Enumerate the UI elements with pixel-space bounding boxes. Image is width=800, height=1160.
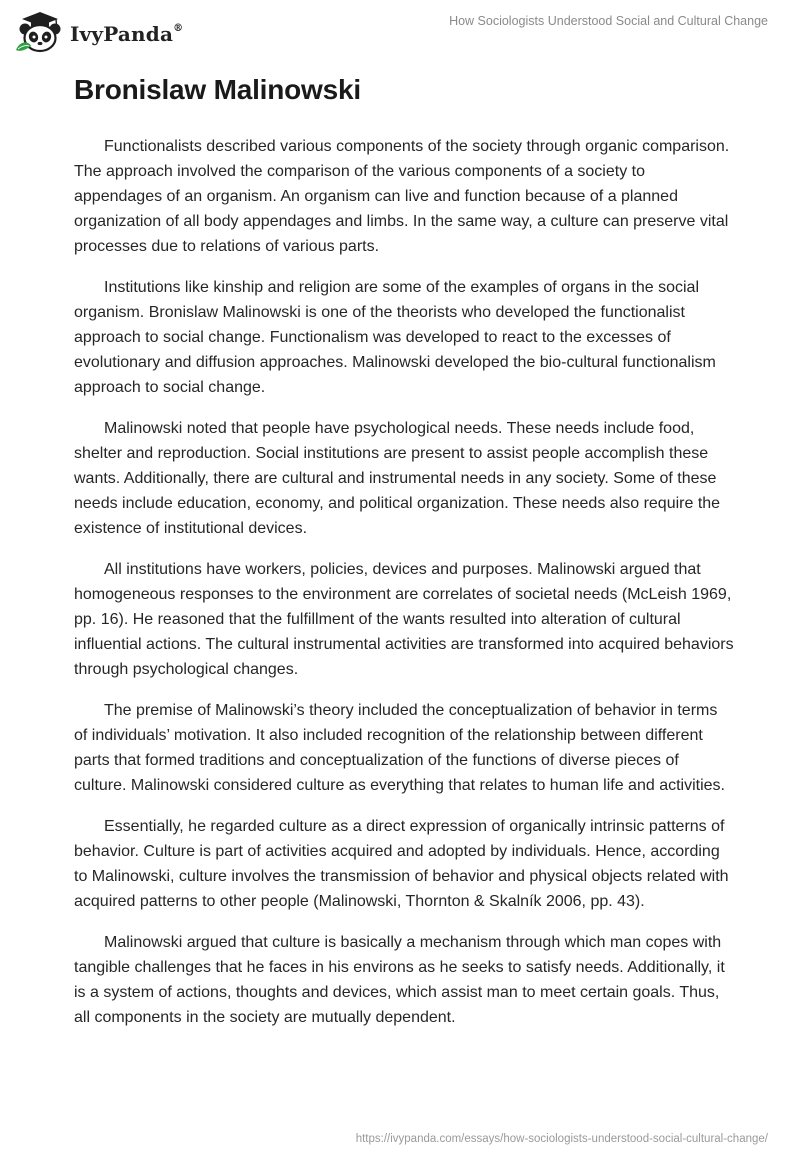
registered-mark: ® — [173, 23, 184, 35]
paragraph: Institutions like kinship and religion are some of the examples of organs in the social organism. Bronislaw Malinowski is one of the theorists who developed the functionalist approach to social change. Functionalism was developed to react to the excesses of evolutionary and diffusion approaches. Malinowski developed the bio-cultural functionalism approach to social change. — [74, 279, 716, 396]
brand-name — [70, 22, 183, 46]
paragraph: Malinowski noted that people have psychological needs. These needs include food, shelter and reproduction. Social institutions are present to assist people accomplish these wants. Additionally, there are cultural and instrumental needs in any society. Some of these needs include education, economy, and political organization. These needs also require the existence of institutional devices. — [74, 420, 721, 537]
running-title: How Sociologists Understood Social and Cultural Change — [449, 14, 768, 28]
ivypanda-logo[interactable] — [14, 10, 183, 54]
page-title: Bronislaw Malinowski — [74, 74, 361, 105]
panda-logo-icon — [14, 10, 68, 54]
paragraph: Essentially, he regarded culture as a direct expression of organically intrinsic patterns of behavior. Culture is part of activities acquired and adopted by individuals. Hence, according to Malinowski, culture involves the transmission of behavior and physical objects related with acquired patterns to other people (Malinowski, Thornton & Skalník 2006, pp. 43). — [74, 818, 729, 910]
brand-name-text: IvyPanda — [70, 22, 174, 46]
source-url-link[interactable]: https://ivypanda.com/essays/how-sociologists-understood-social-cultural-change/ — [355, 1133, 768, 1145]
paragraph: All institutions have workers, policies, devices and purposes. Malinowski argued that homogeneous responses to the environment are correlates of societal needs (McLeish 1969, pp. 16). He reasoned that the fulfillment of the wants resulted into alteration of cultural influential actions. The cultural instrumental activities are transformed into acquired behaviors through psychological changes. — [74, 561, 734, 678]
paragraph: Malinowski argued that culture is basically a mechanism through which man copes with tangible challenges that he faces in his environs as he seeks to satisfy needs. Additionally, it is a system of actions, thoughts and devices, which assist man to meet certain goals. Thus, all components in the society are mutually dependent. — [74, 934, 725, 1026]
page-header — [0, 0, 800, 60]
paragraph: The premise of Malinowski’s theory included the conceptualization of behavior in terms of individuals’ motivation. It also included recognition of the relationship between different parts that formed traditions and conceptualization of the functions of diverse pieces of culture. Malinowski considered culture as everything that relates to human life and activities. — [74, 702, 725, 794]
paragraph: Functionalists described various components of the society through organic comparison. The approach involved the comparison of the various components of a society to appendages of an organism. An organism can live and function because of a planned organization of all body appendages and limbs. In the same way, a culture can preserve vital processes due to relations of various parts. — [74, 138, 730, 255]
article-body — [74, 134, 734, 1046]
